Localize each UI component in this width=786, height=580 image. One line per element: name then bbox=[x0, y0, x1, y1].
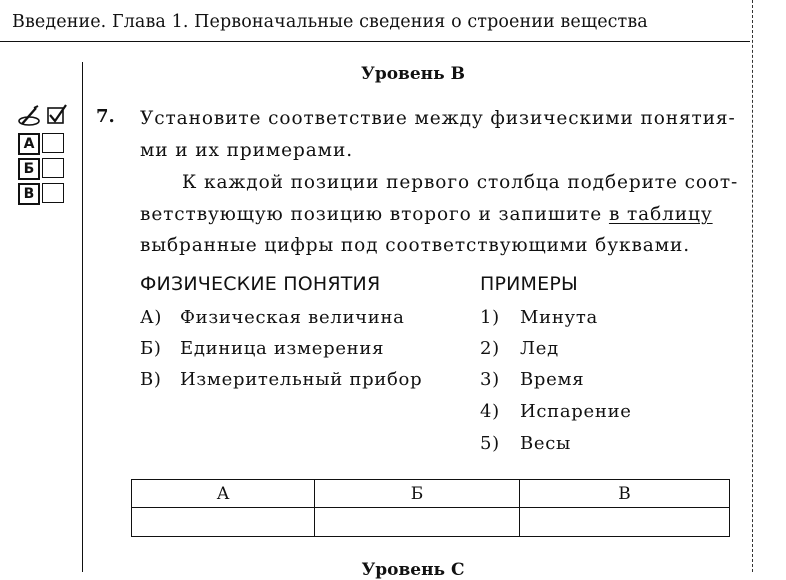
header-rule bbox=[0, 41, 750, 42]
answer-table-header-row bbox=[132, 480, 730, 508]
table-reference: в таблицу bbox=[608, 204, 713, 225]
item-text: Лед bbox=[520, 338, 559, 359]
answer-cell-a[interactable] bbox=[132, 508, 315, 537]
answer-table-input-row bbox=[132, 508, 730, 537]
example-item bbox=[480, 433, 571, 454]
item-text: Физическая величина bbox=[180, 307, 405, 328]
item-label: 2) bbox=[480, 338, 500, 359]
concept-item bbox=[140, 307, 405, 328]
cut-line bbox=[752, 0, 753, 572]
answer-box-field[interactable] bbox=[42, 183, 64, 203]
answer-cell-b[interactable] bbox=[315, 508, 520, 537]
answer-table bbox=[131, 479, 730, 537]
item-label: А) bbox=[140, 307, 163, 328]
answer-box-field[interactable] bbox=[42, 158, 64, 178]
self-check-marks bbox=[16, 104, 72, 128]
task-text-line: Установите соответствие между физическими понятия- bbox=[140, 108, 736, 129]
task-number: 7. bbox=[96, 106, 115, 127]
example-item bbox=[480, 338, 559, 359]
item-label: 5) bbox=[480, 433, 500, 454]
item-text: Минута bbox=[520, 307, 598, 328]
item-text: Время bbox=[520, 369, 585, 390]
answer-box-letter: В bbox=[18, 183, 40, 205]
answer-box-b[interactable] bbox=[18, 158, 74, 178]
chapter-header: Введение. Глава 1. Первоначальные сведения о строении вещества bbox=[12, 12, 648, 32]
concepts-heading: ФИЗИЧЕСКИЕ ПОНЯТИЯ bbox=[140, 273, 381, 295]
margin-rule bbox=[82, 62, 83, 572]
item-text: Измерительный прибор bbox=[180, 369, 423, 390]
answer-box-field[interactable] bbox=[42, 133, 64, 153]
item-label: Б) bbox=[140, 338, 162, 359]
task-text-line: ми и их примерами. bbox=[140, 140, 353, 161]
item-label: 1) bbox=[480, 307, 500, 328]
answer-box-a[interactable] bbox=[18, 133, 74, 153]
concept-item bbox=[140, 338, 384, 359]
item-label: 4) bbox=[480, 401, 500, 422]
next-level-title: Уровень С bbox=[361, 560, 465, 580]
examples-heading: ПРИМЕРЫ bbox=[480, 273, 578, 295]
item-label: В) bbox=[140, 369, 162, 390]
answer-table-header: В bbox=[520, 480, 730, 508]
answer-box-c[interactable] bbox=[18, 183, 74, 203]
example-item bbox=[480, 401, 632, 422]
answer-box-letter: Б bbox=[18, 158, 40, 180]
item-label: 3) bbox=[480, 369, 500, 390]
answer-table-header: Б bbox=[315, 480, 520, 508]
example-item bbox=[480, 307, 598, 328]
checkmark-icon bbox=[46, 104, 68, 126]
example-item bbox=[480, 369, 584, 390]
concept-item bbox=[140, 369, 422, 390]
task-text-line: К каждой позиции первого столбца подберите соот- bbox=[182, 172, 739, 193]
task-text-part: ветствующую позицию второго и запишите bbox=[140, 204, 609, 225]
item-text: Весы bbox=[520, 433, 572, 454]
answer-cell-c[interactable] bbox=[520, 508, 730, 537]
item-text: Единица измерения bbox=[180, 338, 385, 359]
level-title: Уровень В bbox=[361, 64, 465, 84]
task-text-line bbox=[140, 204, 713, 225]
answer-table-header: А bbox=[132, 480, 315, 508]
task-text-line: выбранные цифры под соответствующими буквами. bbox=[140, 235, 690, 256]
answer-box-letter: А bbox=[18, 133, 40, 155]
item-text: Испарение bbox=[520, 401, 632, 422]
